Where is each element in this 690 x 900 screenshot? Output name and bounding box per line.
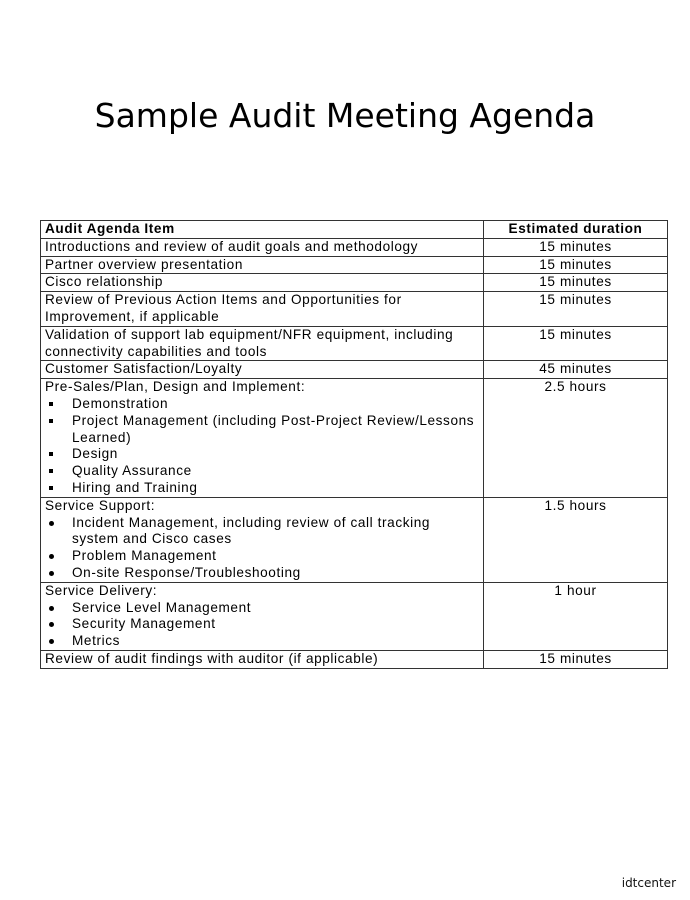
agenda-item: Review of Previous Action Items and Opportunities for Improvement, if applicable (41, 292, 484, 327)
list-item-text: Metrics (72, 633, 121, 649)
agenda-item: Pre-Sales/Plan, Design and Implement: (45, 379, 306, 395)
list-item-text: Incident Management, including review of call tracking system and Cisco cases (72, 514, 431, 547)
list-item (45, 548, 479, 565)
list-item-text: Project Management (including Post-Project Review/Lessons Learned) (72, 412, 475, 445)
agenda-item: Service Support: (45, 497, 156, 513)
agenda-item: Review of audit findings with auditor (if applicable) (41, 650, 484, 668)
agenda-duration: 15 minutes (484, 256, 668, 274)
table-header-row (41, 221, 668, 239)
bullet-list (45, 396, 479, 497)
table-row (41, 292, 668, 327)
bullet-list (45, 515, 479, 582)
list-item (45, 515, 479, 549)
header-item: Audit Agenda Item (41, 221, 484, 239)
agenda-duration: 1.5 hours (484, 497, 668, 582)
list-item-text: Demonstration (72, 395, 169, 411)
list-item-text: Service Level Management (72, 599, 252, 615)
agenda-duration: 1 hour (484, 582, 668, 650)
list-item (45, 446, 479, 463)
list-item-text: Quality Assurance (72, 463, 192, 479)
list-item-text: Problem Management (72, 548, 217, 564)
agenda-item: Partner overview presentation (41, 256, 484, 274)
agenda-item: Service Delivery: (45, 582, 158, 598)
table-row (41, 582, 668, 650)
list-item (45, 616, 479, 633)
table-row (41, 256, 668, 274)
watermark: idtcenter (621, 876, 676, 890)
agenda-item: Customer Satisfaction/Loyalty (41, 361, 484, 379)
agenda-item: Cisco relationship (41, 274, 484, 292)
agenda-item-group (41, 582, 484, 650)
list-item (45, 396, 479, 413)
list-item-text: Design (72, 446, 118, 462)
agenda-duration: 15 minutes (484, 238, 668, 256)
bullet-list (45, 600, 479, 650)
list-item (45, 413, 479, 447)
agenda-duration: 2.5 hours (484, 379, 668, 498)
agenda-duration: 15 minutes (484, 650, 668, 668)
table-row (41, 274, 668, 292)
header-duration: Estimated duration (484, 221, 668, 239)
list-item-text: Hiring and Training (72, 479, 198, 495)
list-item-text: Security Management (72, 616, 216, 632)
table-row (41, 497, 668, 582)
agenda-duration: 15 minutes (484, 326, 668, 361)
table-row (41, 650, 668, 668)
agenda-item-group (41, 497, 484, 582)
agenda-item: Introductions and review of audit goals and methodology (41, 238, 484, 256)
table-row (41, 361, 668, 379)
list-item (45, 565, 479, 582)
table-row (41, 326, 668, 361)
list-item (45, 480, 479, 497)
agenda-duration: 15 minutes (484, 292, 668, 327)
list-item (45, 463, 479, 480)
agenda-duration: 15 minutes (484, 274, 668, 292)
agenda-item-group (41, 379, 484, 498)
agenda-duration: 45 minutes (484, 361, 668, 379)
table-row (41, 379, 668, 498)
list-item (45, 600, 479, 617)
list-item-text: On-site Response/Troubleshooting (72, 564, 301, 580)
table-row (41, 238, 668, 256)
agenda-item: Validation of support lab equipment/NFR equipment, including connectivity capabilities and tools (41, 326, 484, 361)
list-item (45, 633, 479, 650)
page-title: Sample Audit Meeting Agenda (94, 96, 596, 135)
agenda-table (40, 220, 668, 669)
